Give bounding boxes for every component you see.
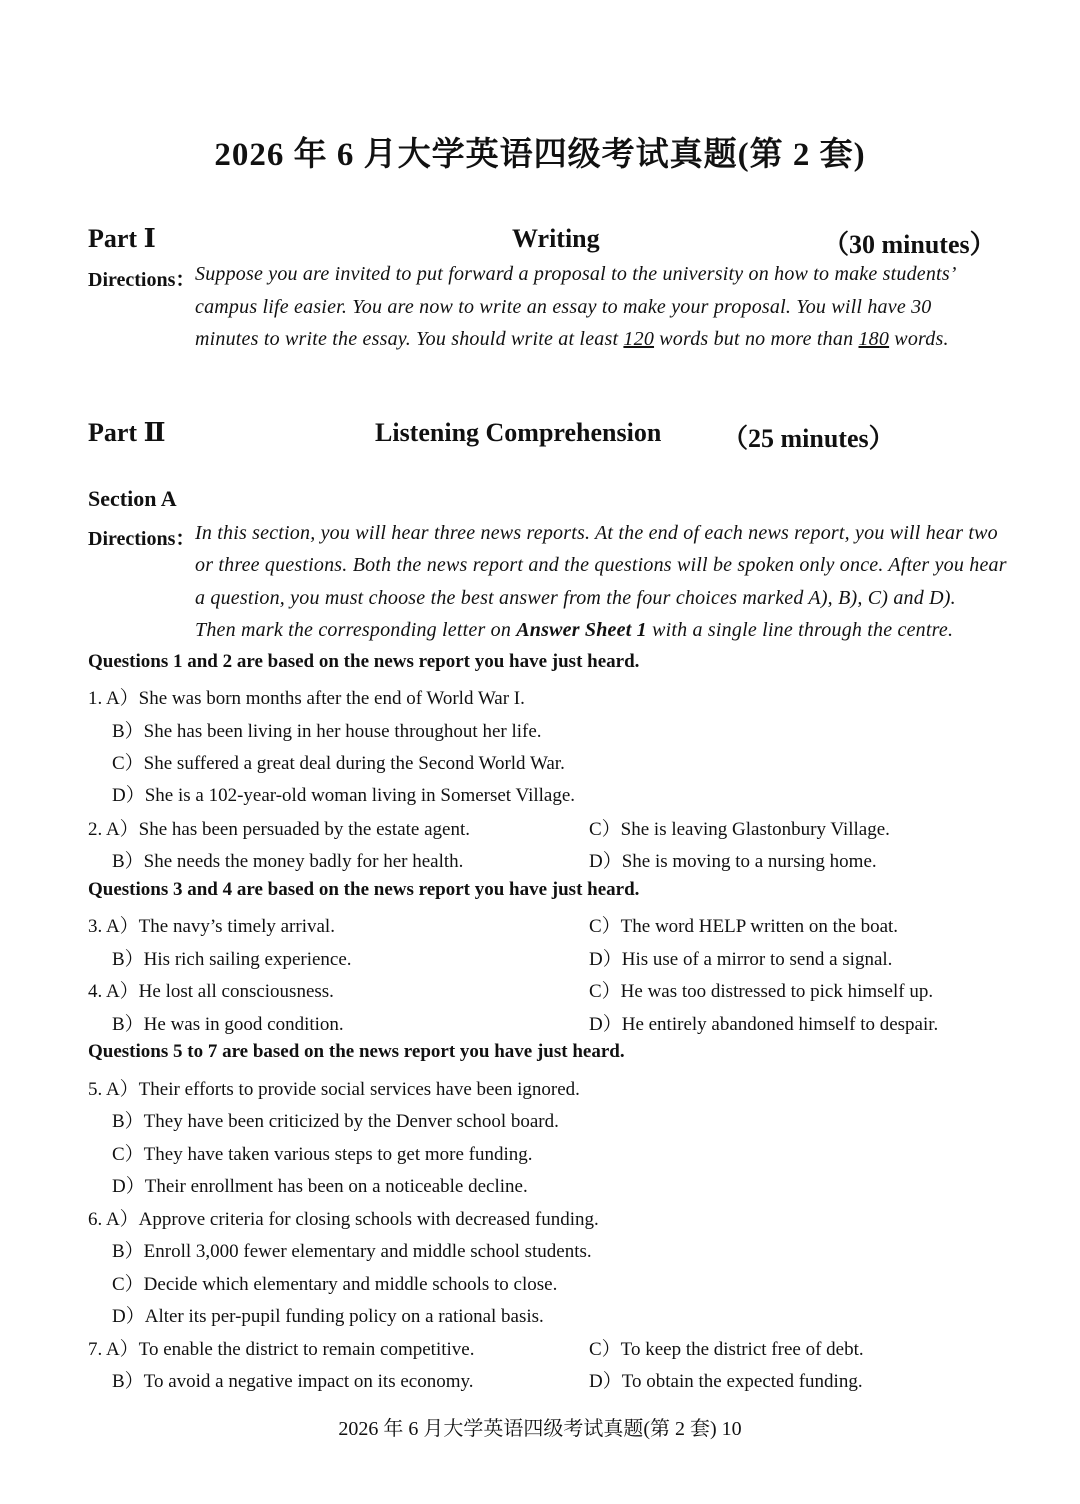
q6-option-c: C）Decide which elementary and middle schools to close. <box>112 1274 558 1295</box>
q2-option-b: B）She needs the money badly for her health. <box>112 851 464 872</box>
q2-option-a: 2. A）She has been persuaded by the estate agent. <box>88 819 470 840</box>
q1-option-c: C）She suffered a great deal during the Second World War. <box>112 753 565 774</box>
section-a-heading: Section A <box>88 486 177 511</box>
q7-option-d: D）To obtain the expected funding. <box>589 1371 863 1392</box>
q5-option-b: B）They have been criticized by the Denver school board. <box>112 1111 559 1132</box>
part2-directions-line3: a question, you must choose the best answer from the four choices marked A), B), C) and D). <box>195 587 956 609</box>
q4-option-a: 4. A）He lost all consciousness. <box>88 981 334 1002</box>
page-title: 2026 年 6 月大学英语四级考试真题(第 2 套) <box>214 137 866 173</box>
q3-option-b: B）His rich sailing experience. <box>112 949 352 970</box>
part2-directions-line1: In this section, you will hear three news reports. At the end of each news report, you will hear two <box>195 522 998 544</box>
q1-option-d: D）She is a 102-year-old woman living in Somerset Village. <box>112 785 576 806</box>
q5-option-d: D）Their enrollment has been on a noticeable decline. <box>112 1176 528 1197</box>
q4-option-d: D）He entirely abandoned himself to despair. <box>589 1014 939 1035</box>
q4-option-c: C）He was too distressed to pick himself up. <box>589 981 934 1002</box>
part2-directions-line4: Then mark the corresponding letter on Answer Sheet 1 with a single line through the centre. <box>195 619 954 641</box>
q6-option-d: D）Alter its per-pupil funding policy on a rational basis. <box>112 1306 544 1327</box>
part2-label: Part Ⅱ <box>88 418 166 447</box>
part1-directions-line2: campus life easier. You are now to write an essay to make your proposal. You will have 30 <box>195 296 932 318</box>
q3-option-a: 3. A）The navy’s timely arrival. <box>88 916 335 937</box>
q7-option-a: 7. A）To enable the district to remain competitive. <box>88 1339 475 1360</box>
q3-option-c: C）The word HELP written on the boat. <box>589 916 899 937</box>
part1-name: Writing <box>512 224 600 253</box>
q2-option-d: D）She is moving to a nursing home. <box>589 851 877 872</box>
q3-option-d: D）His use of a mirror to send a signal. <box>589 949 893 970</box>
part2-directions-line2: or three questions. Both the news report and the questions will be spoken only once. After you hear <box>195 554 1007 576</box>
max-words: 180 <box>858 328 890 350</box>
question-group-heading: Questions 3 and 4 are based on the news report you have just heard. <box>88 879 640 900</box>
question-group-heading: Questions 1 and 2 are based on the news report you have just heard. <box>88 651 640 672</box>
q5-option-c: C）They have taken various steps to get more funding. <box>112 1144 533 1165</box>
answer-sheet-label: Answer Sheet 1 <box>516 619 647 641</box>
min-words: 120 <box>623 328 655 350</box>
question-group-heading: Questions 5 to 7 are based on the news report you have just heard. <box>88 1041 625 1062</box>
q4-option-b: B）He was in good condition. <box>112 1014 344 1035</box>
q1-option-a: 1. A）She was born months after the end of World War I. <box>88 688 525 709</box>
q2-option-c: C）She is leaving Glastonbury Village. <box>589 819 890 840</box>
part1-directions-line3: minutes to write the essay. You should write at least 120 words but no more than 180 words. <box>195 328 949 350</box>
part2-directions-label: Directions： <box>88 528 196 550</box>
q7-option-b: B）To avoid a negative impact on its economy. <box>112 1371 474 1392</box>
part1-label: Part Ⅰ <box>88 224 156 253</box>
page-footer: 2026 年 6 月大学英语四级考试真题(第 2 套) 10 <box>338 1418 742 1440</box>
q6-option-b: B）Enroll 3,000 fewer elementary and middle school students. <box>112 1241 592 1262</box>
q6-option-a: 6. A）Approve criteria for closing schools with decreased funding. <box>88 1209 599 1230</box>
q5-option-a: 5. A）Their efforts to provide social services have been ignored. <box>88 1079 580 1100</box>
q1-option-b: B）She has been living in her house throughout her life. <box>112 721 542 742</box>
part1-time: （30 minutes） <box>823 230 996 259</box>
part1-directions-label: Directions： <box>88 269 196 291</box>
part1-directions-line1: Suppose you are invited to put forward a proposal to the university on how to make students’ <box>195 263 957 285</box>
q7-option-c: C）To keep the district free of debt. <box>589 1339 864 1360</box>
part2-time: （25 minutes） <box>722 424 895 453</box>
part2-name: Listening Comprehension <box>375 418 662 447</box>
